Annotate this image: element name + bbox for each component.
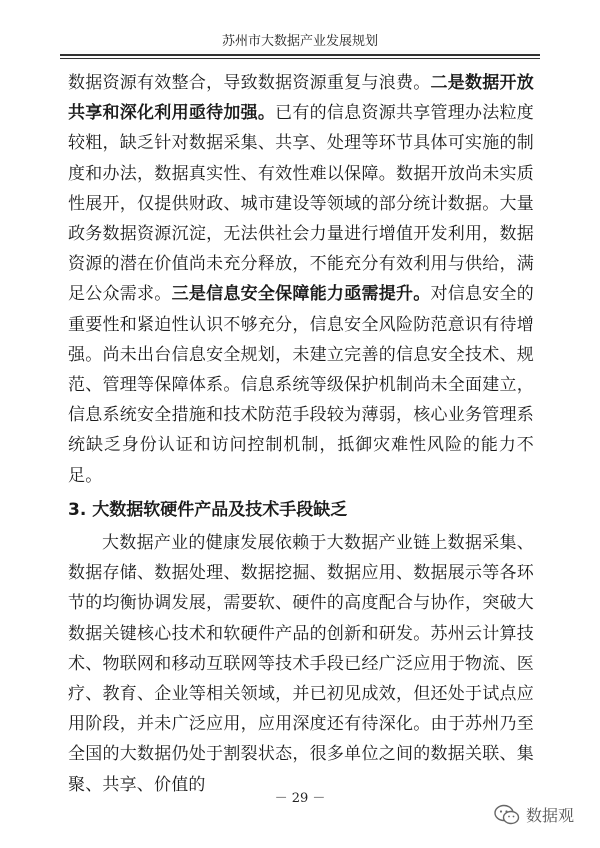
header-rule-thin xyxy=(60,58,540,59)
header-rule xyxy=(60,54,540,56)
paragraph-1-bold-a: 二是数据开放共享和深化利用亟待加强。 xyxy=(68,73,535,124)
paragraph-1-text-b: 已有的信息资源共享管理办法粒度较粗，缺乏针对数据采集、共享、处理等环节具体可实施的制度和办法，数据真实性、有效性难以保障。数据开放尚未实质性展开，仅提供财政、城市建设等领域的部分统计数据。大量政务数据资源沉淀，无法供社会力量进行增值开发利用，数据资源的潜在价值尚未充分释放，不能充分有效利用与供给，满足公众需求。 xyxy=(68,103,534,305)
page-number: － 29 － xyxy=(274,791,326,806)
paragraph-1-text-c: 对信息安全的重要性和紧迫性认识不够充分，信息安全风险防范意识有待增强。尚未出台信息安全规划，未建立完善的信息安全技术、规范、管理等保障体系。信息系统等级保护机制尚未全面建立，信息系统安全措施和技术防范手段较为薄弱，核心业务管理系统缺乏身份认证和访问控制机制，抵御灾难性风险的能力不足。 xyxy=(68,284,535,486)
section-heading: 3. 大数据软硬件产品及技术手段缺乏 xyxy=(68,500,348,520)
paragraph-1-bold-b: 三是信息安全保障能力亟需提升。 xyxy=(171,284,431,305)
paragraph-1 xyxy=(68,68,534,491)
paragraph-2-text: 大数据产业的健康发展依赖于大数据产业链上数据采集、数据存储、数据处理、数据挖掘、数据应用、数据展示等各环节的均衡协调发展，需要软、硬件的高度配合与协作，突破大数据关键核心技术和软硬件产品的创新和研发。苏州云计算技术、物联网和移动互联网等技术手段已经广泛应用于物流、医疗、教育、企业等相关领域，并已初见成效，但还处于试点应用阶段，并未广泛应用，应用深度还有待深化。由于苏州乃至全国的大数据仍处于割裂状态，很多单位之间的数据关联、集聚、共享、价值的 xyxy=(68,533,534,795)
wechat-icon xyxy=(494,804,520,826)
watermark-text: 数据观 xyxy=(525,806,574,825)
watermark xyxy=(494,803,574,826)
page-header: 苏州市大数据产业发展规划 xyxy=(221,34,378,49)
paragraph-2 xyxy=(68,528,534,800)
paragraph-1-text-a: 数据资源有效整合，导致数据资源重复与浪费。 xyxy=(68,73,431,93)
